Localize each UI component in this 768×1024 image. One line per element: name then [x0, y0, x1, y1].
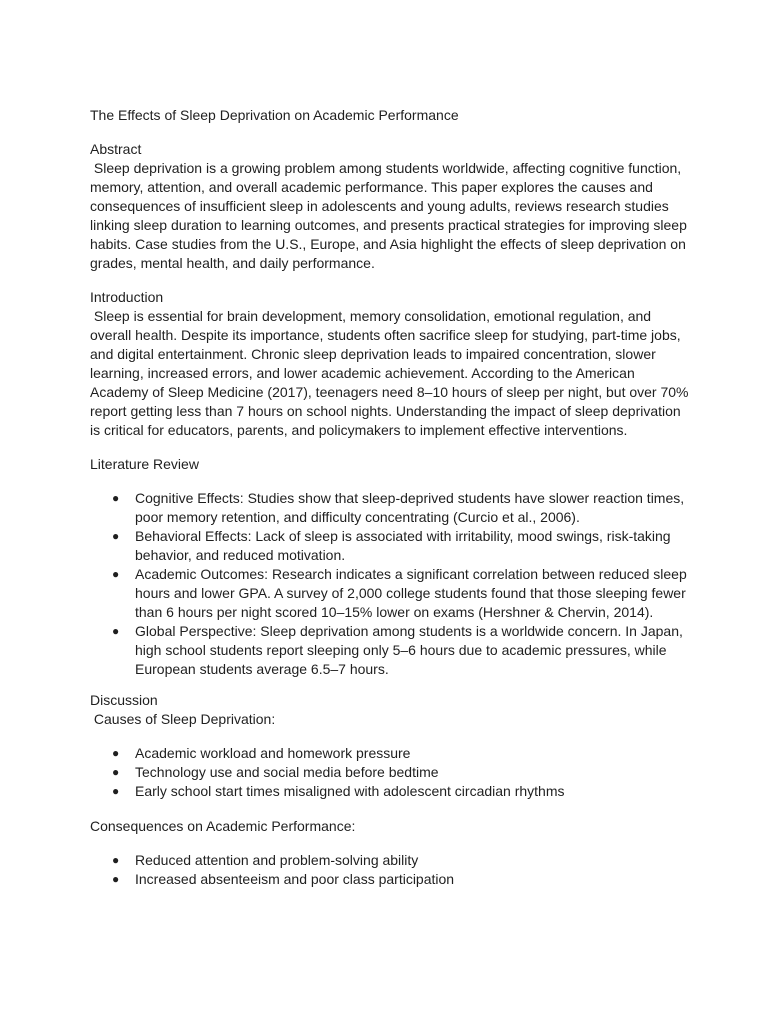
list-item-text: Reduced attention and problem-solving ability — [135, 851, 419, 868]
bullet-icon: ● — [112, 529, 120, 544]
literature-review-heading: Literature Review — [90, 456, 199, 472]
document-title: The Effects of Sleep Deprivation on Academic Performance — [90, 107, 459, 123]
list-item-text: Cognitive Effects: Studies show that sleep-deprived students have slower reaction times, poor memory retention, and difficulty concentrating (Curcio et al., 2006). — [135, 490, 685, 526]
list-item — [90, 565, 690, 622]
bullet-icon: ● — [112, 746, 120, 761]
list-item-text: Increased absenteeism and poor class participation — [135, 870, 455, 887]
list-item — [90, 763, 690, 782]
list-item — [90, 851, 690, 870]
bullet-icon: ● — [112, 765, 120, 780]
bullet-icon: ● — [112, 623, 120, 638]
list-item — [90, 489, 690, 527]
list-item — [90, 744, 690, 763]
list-item-text: Global Perspective: Sleep deprivation among students is a worldwide concern. In Japan, high school students report sleeping only 5–6 hours due to academic pressures, while European students average 6.5–7 hours. — [135, 622, 683, 677]
consequences-list — [90, 851, 690, 889]
list-item-text: Academic workload and homework pressure — [135, 745, 411, 762]
literature-review-list — [90, 489, 690, 678]
list-item — [90, 527, 690, 565]
list-item — [90, 782, 690, 801]
list-item — [90, 622, 690, 679]
introduction-heading: Introduction — [90, 289, 164, 306]
abstract-body: Sleep deprivation is a growing problem among students worldwide, affecting cognitive function, memory, attention, and overall academic performance. This paper explores the causes and consequences of insufficient sleep in adolescents and young adults, reviews research studies linking sleep duration to learning outcomes, and presents practical strategies for improving sleep habits. Case studies from the U.S., Europe, and Asia highlight the effects of sleep deprivation on grades, mental health, and daily performance. — [90, 160, 691, 271]
introduction-body: Sleep is essential for brain development, memory consolidation, emotional regulation, and overall health. Despite its importance, students often sacrifice sleep for studying, part-time jobs, and digital entertainment. Chronic sleep deprivation leads to impaired concentration, slower learning, increased errors, and lower academic achievement. According to the American Academy of Sleep Medicine (2017), teenagers need 8–10 hours of sleep per night, but over 70% report getting less than 7 hours on school nights. Understanding the impact of sleep deprivation is critical for educators, parents, and policymakers to implement effective interventions. — [90, 308, 693, 438]
bullet-icon: ● — [112, 567, 120, 582]
bullet-icon: ● — [112, 871, 120, 886]
bullet-icon: ● — [112, 491, 120, 506]
list-item-text: Academic Outcomes: Research indicates a significant correlation between reduced sleep hours and lower GPA. A survey of 2,000 college students found that those sleeping fewer than 6 hours per night scored 10–15% lower on exams (Hershner & Chervin, 2014). — [135, 566, 687, 620]
consequences-heading: Consequences on Academic Performance: — [90, 817, 356, 834]
list-item-text: Behavioral Effects: Lack of sleep is associated with irritability, mood swings, risk-taking behavior, and reduced motivation. — [135, 528, 671, 564]
list-item — [90, 870, 690, 889]
bullet-icon: ● — [112, 784, 120, 799]
list-item-text: Early school start times misaligned with adolescent circadian rhythms — [135, 783, 565, 800]
causes-list — [90, 744, 690, 801]
document-page — [90, 106, 693, 889]
bullet-icon: ● — [112, 852, 120, 867]
abstract-heading: Abstract — [90, 141, 142, 158]
list-item-text: Technology use and social media before bedtime — [135, 764, 439, 781]
discussion-heading: Discussion — [90, 691, 158, 708]
causes-heading: Causes of Sleep Deprivation: — [93, 710, 276, 727]
